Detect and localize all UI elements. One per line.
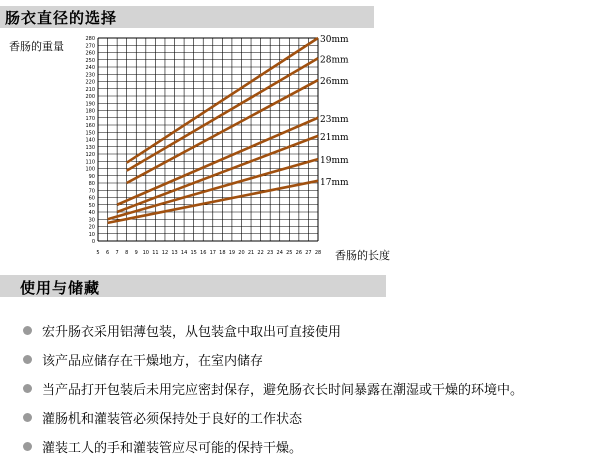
y-tick-label: 30 xyxy=(88,217,95,224)
y-tick-label: 260 xyxy=(85,50,95,57)
x-tick-label: 20 xyxy=(238,250,245,256)
list-item xyxy=(20,432,523,461)
x-tick-label: 25 xyxy=(286,250,293,256)
y-tick-label: 60 xyxy=(88,195,95,202)
x-tick-label: 23 xyxy=(266,250,274,256)
y-tick-label: 180 xyxy=(85,108,95,115)
list-item xyxy=(20,345,523,374)
y-tick-label: 270 xyxy=(85,43,95,50)
list-item-text: 灌装工人的手和灌装管应尽可能的保持干燥。 xyxy=(42,441,303,456)
y-tick-label: 130 xyxy=(85,144,95,151)
series-label-26mm: 26mm xyxy=(320,77,349,88)
x-tick-label: 27 xyxy=(305,250,312,256)
x-tick-label: 15 xyxy=(190,250,197,256)
x-tick-label: 21 xyxy=(247,250,255,256)
x-tick-label: 26 xyxy=(295,250,303,256)
x-tick-label: 19 xyxy=(228,250,236,256)
x-tick-label: 22 xyxy=(257,250,264,256)
chart-x-axis-label: 香肠的长度 xyxy=(335,249,390,262)
y-tick-label: 10 xyxy=(88,231,95,238)
y-tick-label: 80 xyxy=(88,181,95,187)
y-tick-label: 170 xyxy=(85,115,95,122)
x-tick-label: 5 xyxy=(96,250,100,256)
y-tick-label: 200 xyxy=(85,94,95,100)
y-tick-label: 210 xyxy=(85,86,95,93)
x-tick-label: 13 xyxy=(171,250,178,256)
series-label-21mm: 21mm xyxy=(320,132,349,143)
x-tick-label: 16 xyxy=(200,250,207,256)
series-label-30mm: 30mm xyxy=(320,35,349,45)
section-title-usage-storage: 使用与储藏 xyxy=(20,279,101,297)
y-tick-label: 0 xyxy=(91,239,95,245)
series-label-17mm: 17mm xyxy=(320,177,349,188)
y-tick-label: 250 xyxy=(85,57,95,64)
x-tick-label: 6 xyxy=(105,250,110,256)
x-tick-label: 17 xyxy=(209,250,216,256)
bullet-icon xyxy=(23,326,32,335)
list-item-text: 宏升肠衣采用铝薄包装，从包装盒中取出可直接使用 xyxy=(42,325,342,340)
x-tick-label: 12 xyxy=(161,250,169,256)
x-tick-label: 8 xyxy=(125,250,129,256)
list-item xyxy=(20,403,523,432)
y-tick-label: 50 xyxy=(88,202,95,209)
y-tick-label: 150 xyxy=(85,130,95,137)
chart-y-axis-label: 香肠的重量 xyxy=(9,40,64,53)
bullet-icon xyxy=(23,413,32,422)
series-label-19mm: 19mm xyxy=(320,156,349,167)
bullet-icon xyxy=(23,384,32,393)
x-tick-label: 18 xyxy=(219,250,226,256)
series-label-23mm: 23mm xyxy=(320,114,349,125)
y-tick-label: 220 xyxy=(85,79,95,86)
list-item xyxy=(20,316,523,345)
usage-instructions-list xyxy=(20,316,523,461)
list-item-text: 该产品应储存在干燥地方，在室内储存 xyxy=(42,354,264,369)
y-tick-label: 40 xyxy=(88,210,95,216)
list-item xyxy=(20,374,523,403)
y-tick-label: 90 xyxy=(88,173,95,180)
y-tick-label: 100 xyxy=(85,166,95,173)
y-tick-label: 190 xyxy=(85,101,95,108)
list-item-text: 灌肠机和灌装管必须保持处于良好的工作状态 xyxy=(42,412,303,427)
y-tick-label: 160 xyxy=(85,123,95,129)
x-tick-label: 14 xyxy=(180,250,188,256)
y-tick-label: 140 xyxy=(85,137,95,144)
y-tick-label: 280 xyxy=(85,36,95,42)
list-item-text: 当产品打开包装后未用完应密封保存，避免肠衣长时间暴露在潮湿或干燥的环境中。 xyxy=(42,383,524,398)
x-tick-label: 24 xyxy=(276,250,283,256)
bullet-icon xyxy=(23,442,32,451)
x-tick-label: 7 xyxy=(115,250,119,256)
x-tick-label: 9 xyxy=(134,250,138,256)
x-tick-label: 28 xyxy=(314,250,322,256)
y-tick-label: 20 xyxy=(88,224,95,231)
series-label-28mm: 28mm xyxy=(320,55,349,66)
y-tick-label: 240 xyxy=(85,65,95,71)
x-tick-label: 10 xyxy=(142,250,150,256)
y-tick-label: 230 xyxy=(85,72,95,79)
y-tick-label: 110 xyxy=(85,159,95,166)
y-tick-label: 120 xyxy=(85,152,95,158)
section-title-casing-diameter: 肠衣直径的选择 xyxy=(5,9,118,27)
bullet-icon xyxy=(23,355,32,364)
y-tick-label: 70 xyxy=(88,188,95,195)
x-tick-label: 11 xyxy=(152,250,159,256)
